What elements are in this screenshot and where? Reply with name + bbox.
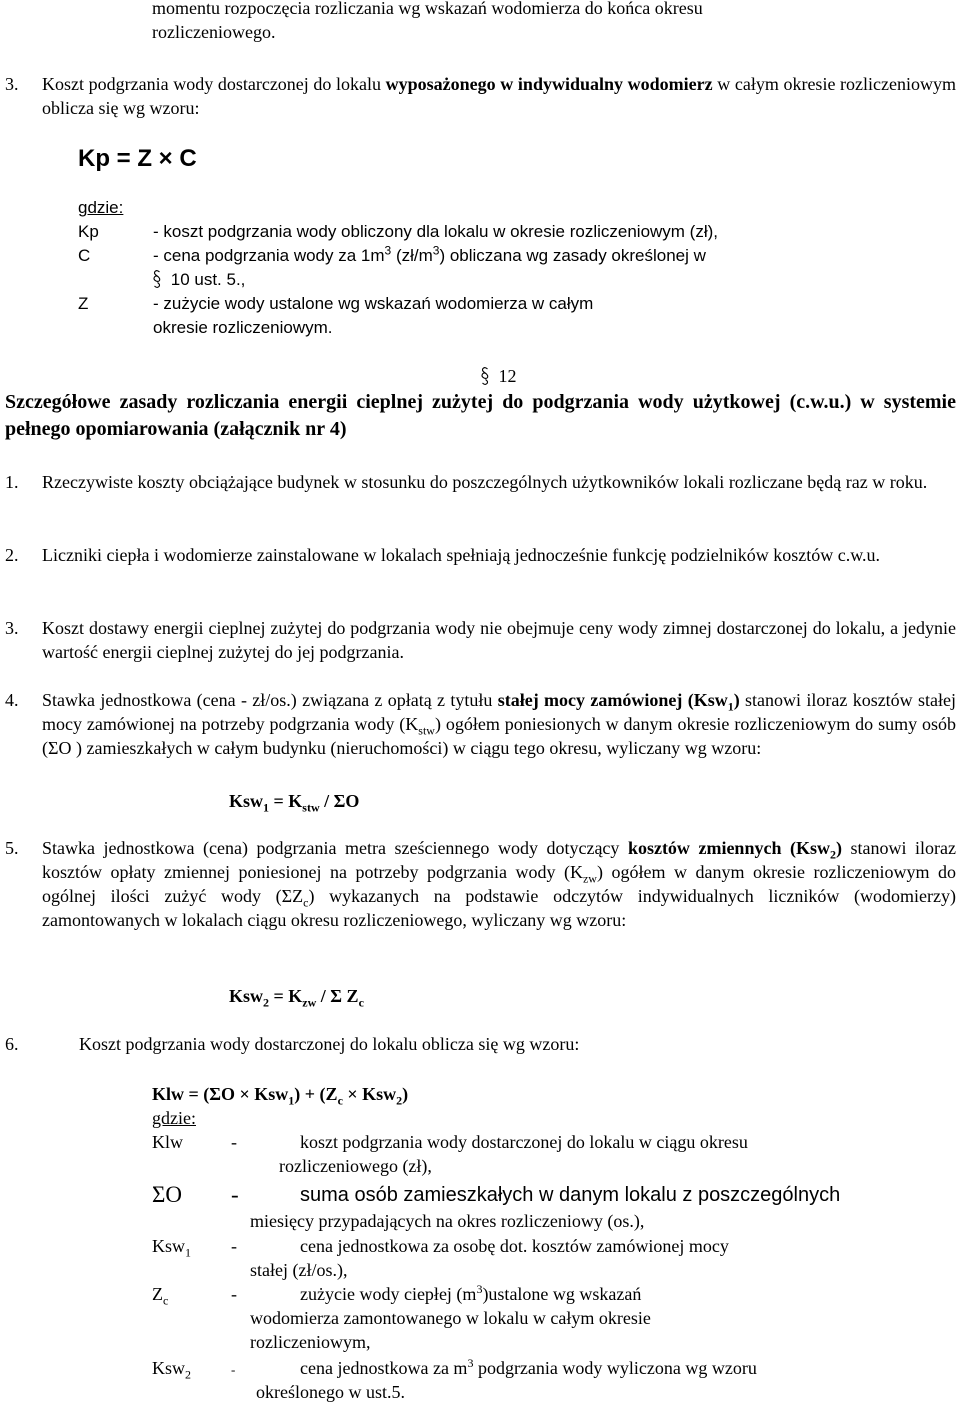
p3-text-bold: wyposażonego w indywidualny wodomierz: [385, 74, 713, 94]
item-1-number: 1.: [5, 472, 19, 492]
p3-text-b: w całym okresie rozliczeniowym oblicza się wg wzoru:: [42, 74, 957, 118]
def-z-symbol: Z: [78, 294, 89, 313]
def-c-text-2: 10 ust. 5.,: [152, 268, 245, 292]
item-6-text: Koszt podgrzania wody dostarczonej do lokalu oblicza się wg wzoru:: [79, 1034, 580, 1054]
item-6-number: 6.: [5, 1034, 19, 1054]
def-so-line-2: miesięcy przypadających na okres rozliczeniowy (os.),: [250, 1211, 645, 1231]
item-4-formula: $Ksw_1 = K_{stw} / \Sigma O$: [229, 791, 360, 815]
item-2-text: Liczniki ciepła i wodomierze zainstalowane w lokalach spełniają jednocześnie funkcję podzielników kosztów c.w.u.: [42, 545, 881, 565]
def-z-text-2: okresie rozliczeniowym.: [153, 318, 333, 337]
def-ksw1-dash: -: [231, 1236, 237, 1256]
intro-line-1: momentu rozpoczęcia rozliczania wg wskazań wodomierza do końca okresu: [152, 0, 703, 18]
section-12-number: 12: [480, 364, 517, 388]
def-klw-symbol: Klw: [152, 1132, 183, 1152]
def-ksw2-line-1: cena jednostkowa za $m^3$ podgrzania wody wyliczona wg wzoru: [300, 1356, 757, 1378]
def-kp-text: - koszt podgrzania wody obliczony dla lokalu w okresie rozliczeniowym (zł),: [153, 222, 719, 241]
p3-number: 3.: [5, 74, 19, 94]
def-so-line-1: suma osób zamieszkałych w danym lokalu z poszczególnych: [300, 1184, 841, 1206]
def-ksw1-line-1: cena jednostkowa za osobę dot. kosztów zamówionej mocy: [300, 1236, 729, 1256]
section-12-heading: Szczegółowe zasady rozliczania energii cieplnej zużytej do podgrzania wody użytkowej (c.w.u.) w systemie pełnego opomiarowania (załącznik nr 4): [5, 391, 956, 440]
p3-gdzie: gdzie:: [78, 198, 124, 217]
p3-text-a: Koszt podgrzania wody dostarczonej do lokalu: [42, 74, 386, 94]
def-klw-line-1: koszt podgrzania wody dostarczonej do lokalu w ciągu okresu: [300, 1132, 748, 1152]
item-3-number: 3.: [5, 618, 19, 638]
def-ksw1-line-2: stałej (zł/os.),: [250, 1260, 348, 1280]
item-5-text: Stawka jednostkowa (cena) podgrzania metra sześciennego wody dotyczący kosztów zmiennych (Ksw$_2$) stanowi iloraz kosztów opłaty zmiennej poniesionej na potrzeby podgrzania wody $(K_{zw})$ ogółem w danym okresie rozliczeniowym do ogólnej ilości zużyć wody $(\Sigma Z_c)$ wykazanych na podstawie odczytów indywidualnych liczników (wodomierzy) zamontowanych w lokalach ciągu okresu rozliczeniowego, wyliczany wg wzoru:: [42, 838, 957, 930]
def-z-text: - zużycie wody ustalone wg wskazań wodomierza w całym: [153, 294, 594, 313]
def-zc-dash: -: [231, 1284, 237, 1304]
def-ksw1-symbol: Ksw$_1$: [152, 1236, 192, 1260]
def-zc-line-1: zużycie wody ciepłej $(m^3)ustalone$ wg wskazań: [300, 1282, 642, 1304]
intro-line-2: rozliczeniowego.: [152, 22, 276, 42]
item-6-formula: Klw = $(\Sigma O \times Ksw_1) + (Z_c \times Ksw_2)$: [152, 1084, 409, 1108]
def-klw-line-2: rozliczeniowego (zł),: [279, 1156, 432, 1176]
def-zc-line-2: wodomierza zamontowanego w lokalu w całym okresie: [250, 1308, 651, 1328]
def-zc-line-3: rozliczeniowym,: [250, 1332, 371, 1352]
def-zc-symbol: $Z_c$: [152, 1284, 169, 1308]
p3-text: [42, 72, 956, 120]
p3-formula: Kp = Z × C: [78, 145, 197, 172]
def-ksw2-line-2: określonego w ust.5.: [256, 1382, 405, 1402]
item-5-formula: $Ksw_2 = K_{zw} / \Sigma$ $Z_c$: [229, 986, 364, 1010]
item-2-number: 2.: [5, 545, 19, 565]
def-c-symbol: C: [78, 246, 91, 265]
item-6-gdzie: gdzie:: [152, 1108, 196, 1128]
def-ksw2-symbol: Ksw$_2$: [152, 1358, 192, 1382]
def-so-dash: -: [231, 1182, 239, 1207]
def-so-symbol: ΣO: [152, 1182, 182, 1207]
def-kp-symbol: Kp: [78, 222, 99, 241]
item-5-number: 5.: [5, 838, 19, 858]
def-ksw2-dash: -: [231, 1362, 236, 1377]
item-4-number: 4.: [5, 690, 19, 710]
item-3-text: Koszt dostawy energii cieplnej zużytej do podgrzania wody nie obejmuje ceny wody zimnej dostarczonej do lokalu, a jedynie wartość energii cieplnej zużytej do jej podgrzania.: [42, 618, 956, 662]
def-klw-dash: -: [231, 1132, 237, 1152]
item-4-text: Stawka jednostkowa (cena - zł/os.) związana z opłatą z tytułu stałej mocy zamówionej (Ksw$_1$) stanowi iloraz kosztów stałej mocy zamówionej na potrzeby podgrzania wody $(K_{stw})$ ogółem poniesionych w danym okresie rozliczeniowym do sumy osób (ΣO ) zamieszkałych w całym budynku (nieruchomości) w ciągu tego okresu, wyliczany wg wzoru:: [42, 690, 957, 758]
item-1-text: Rzeczywiste koszty obciążające budynek w stosunku do poszczególnych użytkowników lokali rozliczane będą raz w roku.: [42, 472, 928, 492]
def-c-text: - cena podgrzania wody za $1m^3$ $(zł/m^3)$ obliczana wg zasady określonej w: [153, 243, 706, 265]
